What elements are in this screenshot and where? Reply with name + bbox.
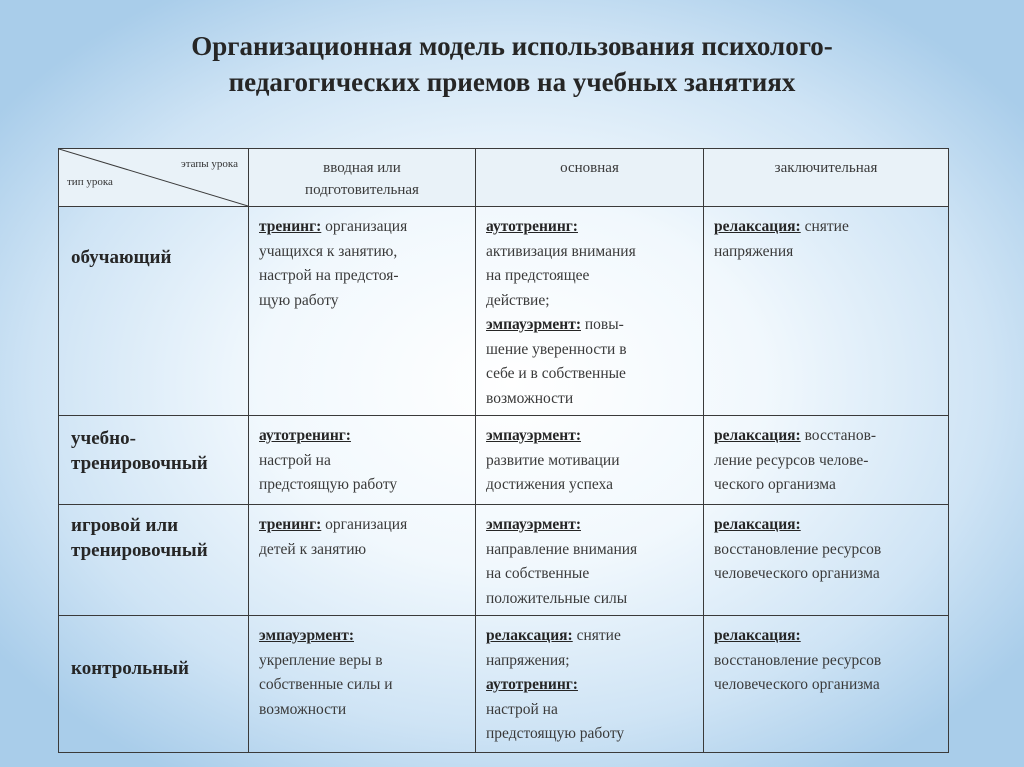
table-row [59,416,949,505]
title-line-2: педагогических приемов на учебных занятиях [228,67,796,97]
header-intro-line-1: вводная или [323,160,401,176]
cell-main [476,616,704,753]
cell-text: учащихся к занятию, [259,242,398,260]
term: аутотренинг: [486,218,578,235]
cell-text: снятие [572,627,621,644]
cell-text: возможности [486,389,574,407]
row-label-line: тренировочный [71,540,208,561]
cell-text: активизация внимания [486,242,636,260]
term: релаксация: [486,627,573,644]
row-label: обучающий [59,207,249,416]
cell-text: восстанов- [800,427,877,444]
cell-text: на собственные [486,565,590,582]
row-label [59,505,249,616]
cell-text: ление ресурсов челове- [714,451,869,469]
corner-type-label: тип урока [67,176,113,188]
cell-main [476,207,704,416]
cell-text: человеческого организма [714,676,880,693]
row-label [59,416,249,505]
cell-text: настрой на [486,700,558,718]
cell-text: щую работу [259,291,339,309]
table-row [59,616,949,753]
term: эмпауэрмент: [486,316,581,333]
slide-title [60,28,964,100]
cell-text: организация [321,516,408,533]
table-row [59,505,949,616]
cell-text: предстоящую работу [486,725,625,742]
term: аутотренинг: [486,676,578,693]
header-intro [249,149,476,207]
cell-text: укрепление веры в [259,651,383,669]
cell-text: детей к занятию [259,540,367,558]
cell-text: возможности [259,700,347,718]
header-intro-line-2: подготовительная [305,182,419,198]
cell-intro [249,416,476,505]
cell-text: собственные силы и [259,676,393,693]
cell-final [704,616,949,753]
cell-text: восстановление ресурсов [714,651,882,669]
cell-text: повы- [581,316,624,333]
header-final: заключительная [704,149,949,207]
cell-text: восстановление ресурсов [714,540,882,558]
cell-text: положительные силы [486,589,628,607]
term: аутотренинг: [259,427,351,444]
cell-final [704,505,949,616]
row-label: контрольный [59,616,249,753]
model-table [58,148,949,753]
term: эмпауэрмент: [259,627,354,644]
row-label-line: игровой или [71,515,179,536]
row-label-line: учебно- [71,428,136,449]
cell-text: напряжения [714,242,794,260]
header-main: основная [476,149,704,207]
term: релаксация: [714,427,801,444]
cell-final [704,416,949,505]
term: эмпауэрмент: [486,516,581,533]
cell-main [476,505,704,616]
cell-final [704,207,949,416]
cell-text: действие; [486,291,550,309]
term: эмпауэрмент: [486,427,581,444]
header-row [59,149,949,207]
cell-text: человеческого организма [714,565,880,582]
cell-intro [249,505,476,616]
cell-main [476,416,704,505]
cell-intro [249,616,476,753]
corner-stages-label: этапы урока [181,158,238,170]
term: релаксация: [714,218,801,235]
cell-text: снятие [800,218,849,235]
cell-text: организация [321,218,408,235]
cell-text: предстоящую работу [259,476,398,493]
cell-text: себе и в собственные [486,365,626,382]
cell-text: на предстоящее [486,267,590,284]
cell-intro [249,207,476,416]
term: тренинг: [259,218,322,235]
cell-text: направление внимания [486,540,638,558]
row-label-line: тренировочный [71,453,208,474]
cell-text: развитие мотивации [486,451,620,469]
title-line-1: Организационная модель использования психолого- [191,31,833,61]
cell-text: настрой на [259,451,331,469]
corner-cell [59,149,249,207]
term: тренинг: [259,516,322,533]
cell-text: напряжения; [486,651,570,669]
table-row [59,207,949,416]
term: релаксация: [714,627,801,644]
term: релаксация: [714,516,801,533]
cell-text: настрой на предстоя- [259,267,399,284]
cell-text: шение уверенности в [486,340,627,358]
cell-text: ческого организма [714,476,836,493]
cell-text: достижения успеха [486,476,613,493]
